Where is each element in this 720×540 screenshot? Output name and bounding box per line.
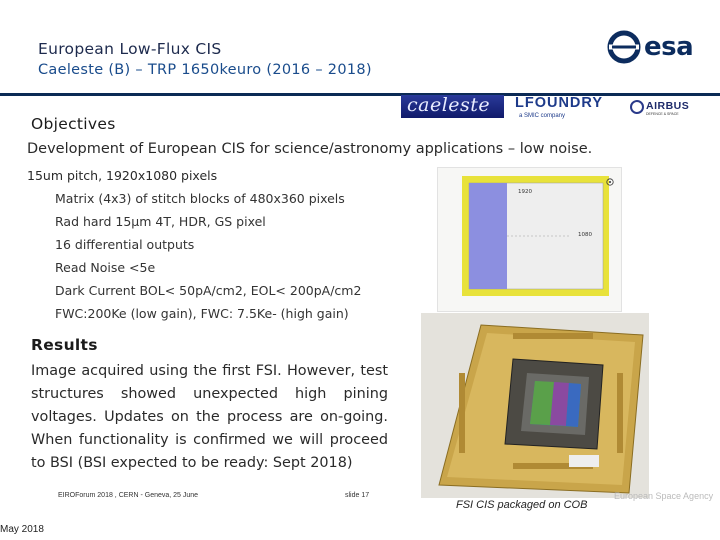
objective-bullet: FWC:200Ke (low gain), FWC: 7.5Ke- (high gain) [55,306,349,321]
package-label [569,455,599,467]
objectives-heading: Objectives [31,115,116,133]
lfoundry-logo [515,95,615,125]
results-heading: Results [31,336,98,354]
footer-event: EIROForum 2018 , CERN - Geneva, 25 June [58,492,199,499]
airbus-logo [630,98,700,120]
sensor-package-illustration [421,313,649,498]
width-dimension-label: 1920 [518,189,532,195]
caeleste-logo-text: caeleste [407,94,491,116]
footer-date: May 2018 [0,524,44,535]
sensor-layout-svg [438,168,621,311]
airbus-ring-icon [630,100,644,114]
lfoundry-logo-text: LFOUNDRY [515,95,604,111]
caeleste-logo [401,95,504,118]
objective-bullet: 16 differential outputs [55,237,195,252]
esa-wordmark: esa [644,32,694,62]
objectives-pitch: 15um pitch, 1920x1080 pixels [27,168,218,183]
slide-title: European Low-Flux CIS [38,40,222,58]
footer-agency: European Space Agency [614,491,714,501]
sensor-package-photo [421,313,649,498]
objective-bullet: Rad hard 15µm 4T, HDR, GS pixel [55,214,266,229]
slide-subtitle: Caeleste (B) – TRP 1650keuro (2016 – 2018) [38,62,372,78]
esa-emblem-icon [606,30,642,64]
lfoundry-logo-subtext: a SMIC company [519,113,566,119]
results-paragraph: Image acquired using the first FSI. However, test structures showed unexpected high pining voltages. Updates on the process are on-going. When functionality is confirmed we will proceed to BSI (BSI expected to be ready: Sept 2018) [31,363,388,471]
photo-caption: FSI CIS packaged on COB [456,499,588,511]
objectives-bullet-list [55,190,361,328]
footer-slide-number: slide 17 [345,492,370,499]
airbus-logo-text: AIRBUS [646,100,690,112]
slide-header [0,0,720,95]
sensor-layout-diagram [437,167,622,312]
objective-bullet: Read Noise <5e [55,260,156,275]
objective-bullet: Dark Current BOL< 50pA/cm2, EOL< 200pA/cm2 [55,283,362,298]
height-dimension-label: 1080 [578,232,592,238]
pixel-array-left-band [469,183,507,289]
objective-bullet: Matrix (4x3) of stitch blocks of 480x360 pixels [55,191,345,206]
airbus-logo-subtext: DEFENCE & SPACE [646,112,679,116]
objectives-intro: Development of European CIS for science/astronomy applications – low noise. [27,141,593,157]
esa-logo [606,30,702,64]
